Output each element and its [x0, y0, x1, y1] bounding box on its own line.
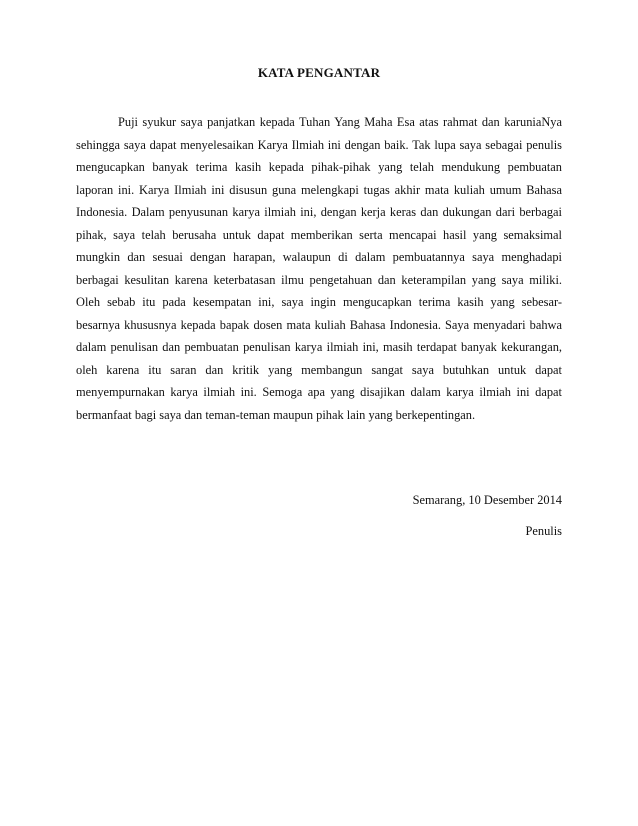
place-date: Semarang, 10 Desember 2014 [412, 493, 562, 507]
paragraph-line: Oleh sebab itu pada kesempatan ini, saya ingin mengucapkan terima kasih yang sebesar- [76, 295, 562, 309]
foreword-paragraph [76, 111, 562, 426]
paragraph-line: Indonesia. Dalam penyusunan karya ilmiah ini, dengan kerja keras dan dukungan dari berbagai [76, 205, 562, 219]
paragraph-line: Puji syukur saya panjatkan kepada Tuhan Yang Maha Esa atas rahmat dan karuniaNya [118, 115, 562, 129]
paragraph-line: laporan ini. Karya Ilmiah ini disusun guna melengkapi tugas akhir mata kuliah umum Bahasa [76, 182, 562, 197]
paragraph-line: sehingga saya dapat menyelesaikan Karya Ilmiah ini dengan baik. Tak lupa saya sebagai penulis [76, 137, 562, 152]
paragraph-line: dalam penulisan dan pembuatan penulisan karya ilmiah ini, masih terdapat banyak kekurangan, [76, 340, 562, 354]
paragraph-line: menyempurnakan karya ilmiah ini. Semoga apa yang disajikan dalam karya ilmiah ini dapat [76, 385, 562, 399]
page-title: KATA PENGANTAR [257, 65, 381, 80]
paragraph-line: bermanfaat bagi saya dan teman-teman maupun pihak lain yang berkepentingan. [76, 407, 476, 422]
paragraph-line: mungkin dan sesuai dengan harapan, walaupun di dalam pembuatannya saya menghadapi [76, 250, 562, 264]
paragraph-line: pihak, saya telah berusaha untuk dapat memberikan serta mencapai hasil yang semaksimal [76, 227, 562, 242]
paragraph-line: oleh karena itu saran dan kritik yang membangun sangat saya butuhkan untuk dapat [76, 362, 562, 377]
paragraph-line: mengucapkan banyak terima kasih kepada pihak-pihak yang telah mendukung pembuatan [76, 160, 562, 174]
author-signature: Penulis [525, 524, 562, 538]
paragraph-line: berbagai kesulitan karena keterbatasan ilmu pengetahuan dan keterampilan yang saya miliki. [76, 272, 562, 287]
paragraph-line: besarnya khususnya kepada bapak dosen mata kuliah Bahasa Indonesia. Saya menyadari bahwa [76, 317, 562, 332]
